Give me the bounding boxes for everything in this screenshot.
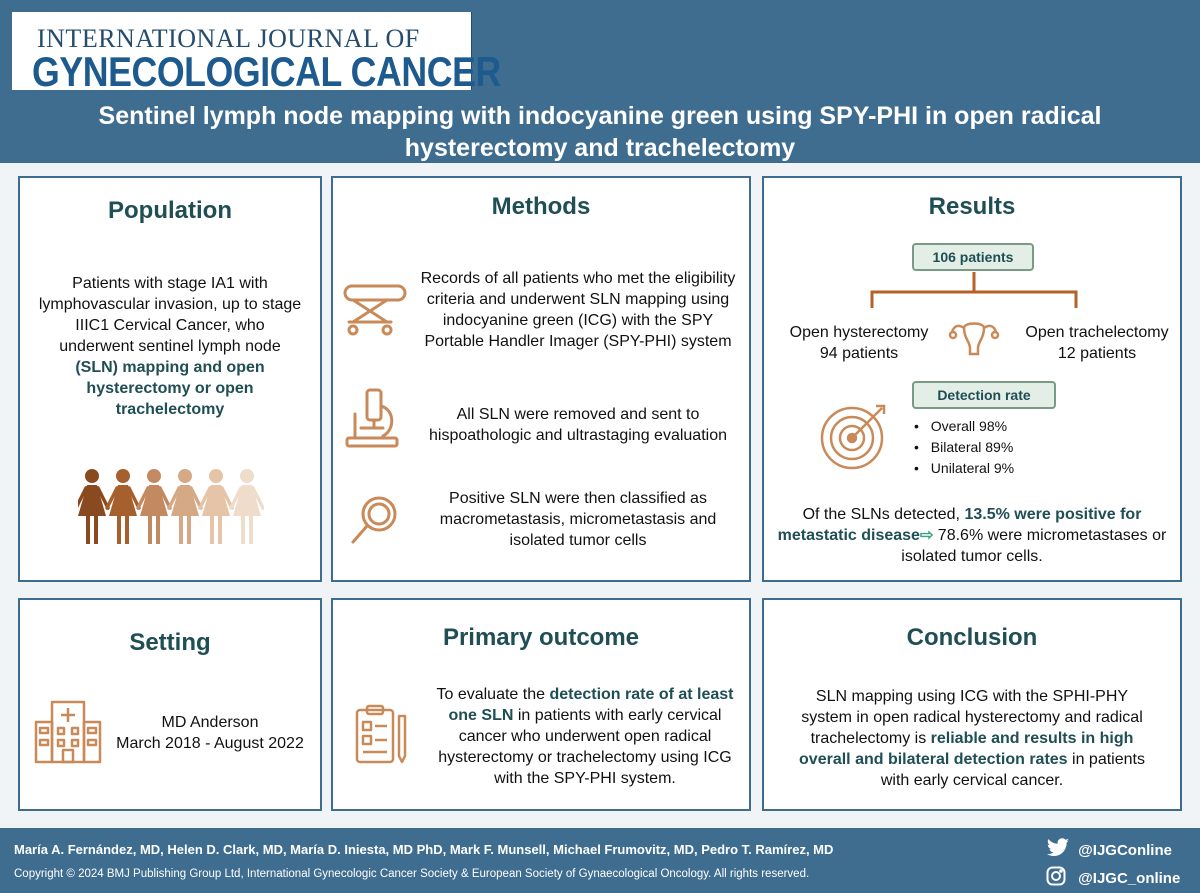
conclusion-highlight: reliable and results in high overall and bilateral detection rates — [799, 730, 1134, 768]
microscope-icon — [343, 386, 403, 452]
rate-bilateral: • Bilateral 89% — [914, 437, 1014, 458]
detection-rate-badge: Detection rate — [912, 381, 1056, 409]
header-banner — [0, 0, 1200, 163]
hysterectomy-label: Open hysterectomy — [789, 324, 929, 341]
arrow-right-icon: ⇨ — [919, 527, 934, 544]
population-card — [18, 176, 322, 582]
rate-overall: • Overall 98% — [914, 416, 1014, 437]
conclusion-detail: in patients with early cervical cancer. — [880, 751, 1145, 789]
population-heading: Population — [108, 197, 232, 224]
setting-institution: MD Anderson — [161, 714, 259, 731]
instagram-link[interactable] — [1046, 866, 1180, 890]
total-patients-badge: 106 patients — [912, 243, 1034, 271]
clipboard-icon — [353, 702, 409, 766]
journal-logo — [12, 12, 501, 95]
twitter-handle: @IJGConline — [1078, 841, 1172, 859]
trachelectomy-count: 12 patients — [1057, 345, 1137, 362]
results-summary — [774, 504, 1170, 567]
conclusion-text — [794, 686, 1150, 791]
methods-card — [331, 176, 751, 582]
summary-intro: Of the SLNs detected, — [802, 506, 965, 523]
abstract-title: Sentinel lymph node mapping with indocyanine green using SPY-PHI in open radical hysterectomy and trachelectomy — [98, 102, 1102, 162]
population-text-highlight-open: ( — [75, 359, 81, 376]
hospital-icon — [32, 698, 104, 766]
setting-text — [100, 712, 320, 754]
setting-card — [18, 598, 322, 811]
person-icon — [107, 469, 139, 544]
person-icon — [138, 469, 170, 544]
methods-item-classification: Positive SLN were then classified as macrometastasis, micrometastasis and isolated tumor cells — [439, 490, 717, 549]
summary-highlight: 13.5% were positive for metastatic disease — [777, 506, 1142, 544]
primary-intro: To evaluate the — [436, 686, 550, 703]
setting-dates: March 2018 - August 2022 — [116, 735, 304, 752]
primary-outcome-text — [425, 684, 745, 789]
rate-unilateral: • Unilateral 9% — [914, 458, 1014, 479]
hysterectomy-group — [774, 322, 944, 364]
primary-detail: in patients with early cervical cancer who underwent open radical hysterectomy or trachelectomy using ICG with the SPY-PHI system. — [438, 707, 732, 787]
results-card — [762, 176, 1182, 582]
branch-connector — [864, 270, 1084, 310]
setting-heading: Setting — [129, 629, 211, 656]
person-icon — [200, 469, 232, 544]
primary-outcome-heading: Primary outcome — [442, 624, 640, 651]
twitter-icon — [1046, 838, 1074, 862]
conclusion-intro: SLN mapping using ICG with the SPHI-PHY system in open radical hysterectomy and radical trachelectomy is — [801, 688, 1143, 747]
methods-item-removal: All SLN were removed and sent to hispoathologic and ultrastaging evaluation — [429, 406, 727, 444]
authors-list: María A. Fernández, MD, Helen D. Clark, MD, María D. Iniesta, MD PhD, Mark F. Munsell, Michael Frumovitz, MD, Pedro T. Ramírez, MD — [14, 842, 834, 857]
footer — [0, 828, 1200, 893]
primary-highlight: detection rate of at least one SLN — [448, 686, 734, 724]
instagram-handle: @IJGC_online — [1078, 869, 1181, 887]
hysterectomy-count: 94 patients — [819, 345, 899, 362]
person-icon — [78, 469, 108, 544]
person-icon — [231, 469, 263, 544]
methods-heading: Methods — [491, 193, 591, 220]
conclusion-card — [762, 598, 1182, 811]
uterus-icon — [948, 318, 1000, 358]
journal-name-line2: GYNECOLOGICAL CANCER — [32, 48, 501, 95]
population-text-plain: Patients with stage IA1 with lymphovascular invasion, up to stage IIIC1 Cervical Cancer, who underwent sentinel lymph node — [38, 275, 302, 355]
people-icon-group — [78, 468, 264, 546]
primary-outcome-card — [331, 598, 751, 811]
conclusion-heading: Conclusion — [906, 624, 1038, 651]
detection-rate-list — [914, 416, 1014, 479]
trachelectomy-group — [1012, 322, 1182, 364]
copyright-notice: Copyright © 2024 BMJ Publishing Group Ltd, International Gynecologic Cancer Society & European Society of Gynaecological Oncology. All rights reserved. — [14, 868, 810, 880]
magnifier-icon — [347, 492, 403, 548]
summary-detail: 78.6% were micrometastases or isolated tumor cells. — [901, 527, 1167, 565]
population-text — [38, 273, 302, 420]
twitter-link[interactable] — [1046, 838, 1172, 862]
person-icon — [169, 469, 201, 544]
results-heading: Results — [928, 193, 1016, 220]
methods-item-records: Records of all patients who met the eligibility criteria and underwent SLN mapping using indocyanine green (ICG) with the SPY Portable Handler Imager (SPY-PHI) system — [420, 270, 736, 350]
trachelectomy-label: Open trachelectomy — [1025, 324, 1169, 341]
stretcher-icon — [341, 278, 411, 338]
population-text-highlight: SLN) mapping and open hysterectomy or open trachelectomy — [80, 359, 265, 418]
instagram-icon — [1046, 866, 1074, 890]
journal-name-line1: INTERNATIONAL JOURNAL OF — [37, 24, 420, 53]
target-icon — [818, 400, 890, 472]
